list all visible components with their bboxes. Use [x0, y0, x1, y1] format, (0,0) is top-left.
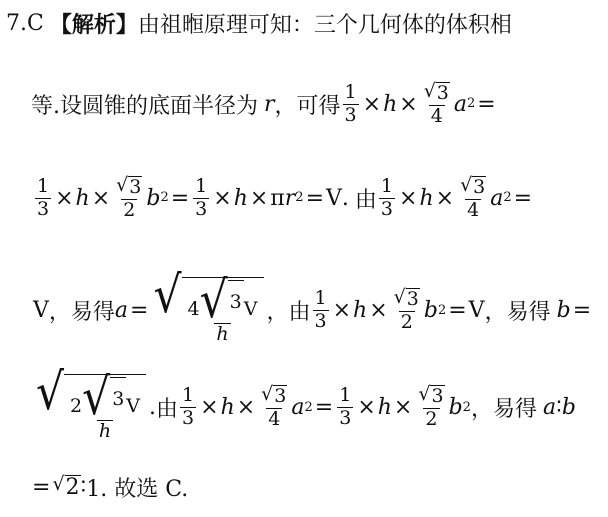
solution-line-5: √ 2 √ 3 V h . 由 $\frac{1}{3}$ × h × √ 3 4 a 2 = $\frac{1}{3}$ × h × √ 3 2 b 2 ， 易得 a ∶ b — [36, 363, 576, 442]
solution-line-3: $\frac{1}{3}$ × h × √ 3 2 b 2 = $\frac{1}{3}$ × h × π r 2 = V . 由 $\frac{1}{3}$ × h × √ 3 4 a 2 = — [37, 174, 533, 221]
solution-line-2: 等.设圆锥的底面半径为 r ，可得 $\frac{1}{3}$ × h × √ 3 4 a 2 = — [31, 80, 496, 127]
line2-text-a: 等.设圆锥的底面半径为 — [31, 93, 258, 119]
solution-line-6: = √ 2 ∶ 1. 故选 C. — [32, 472, 189, 502]
fraction-sqrt3-over-4: √ 3 4 — [423, 80, 449, 127]
line6-text: 1. 故选 C. — [86, 477, 189, 502]
problem-number: 7. — [6, 11, 27, 36]
analysis-label: 【解析】 — [49, 12, 138, 38]
fraction-one-third: $\frac{1}{3}$ — [344, 80, 357, 126]
solution-line-1 — [6, 8, 608, 39]
sqrt-expression-a: √ 4 √ 3 V h — [153, 277, 263, 345]
line1-text: 由祖暅原理可知：三个几何体的体积相 — [137, 13, 512, 38]
sqrt-two: √ 2 — [52, 472, 80, 500]
answer-letter: C — [27, 11, 44, 36]
line2-text-b: ，可得 — [274, 93, 341, 119]
var-r: r — [264, 91, 275, 117]
sqrt-expression-b: √ 2 √ 3 V h — [36, 374, 146, 442]
solution-line-4: V ， 易得 a = √ 4 √ 3 V h ，由 $\frac{1}{3}$ × h × √ 3 2 b 2 = V ， 易得 b = — [33, 266, 592, 345]
